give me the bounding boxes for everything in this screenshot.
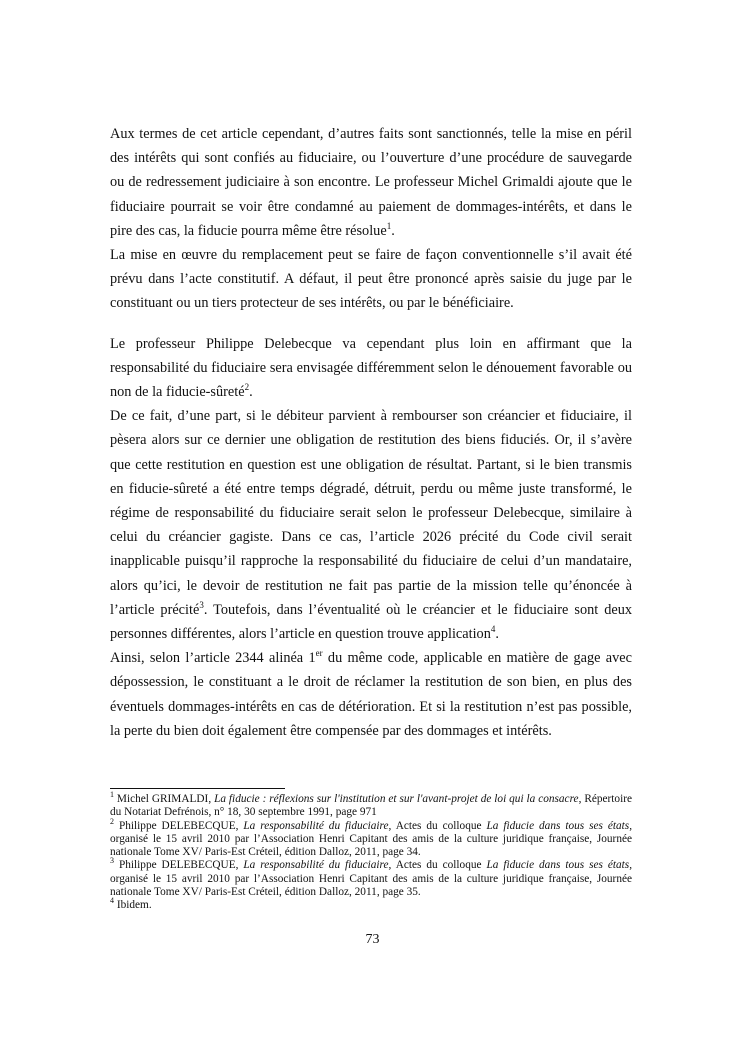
italic-title: La fiducie dans tous ses états, bbox=[486, 819, 633, 832]
text-run: Ainsi, selon l’article 2344 alinéa 1 bbox=[110, 650, 316, 667]
text-run: organisé le 15 avril 2010 par l’Association Henri Capitant des amis de la culture juridique française, Journée nationale Tome XV/ Paris-Est Créteil, édition Dalloz, 2011, page 34. bbox=[110, 832, 632, 859]
text-run: du même code, applicable en matière de gage avec dépossession, le constituant a le droit de réclamer la restitution de son bien, en plus des éventuels dommages-intérêts en cas de détérioration. Et si la restitution n’est pas possible, la perte du bien doit également être compensée par des dommages et intérêts. bbox=[110, 650, 632, 739]
footnote bbox=[110, 816, 633, 860]
text-run: De ce fait, d’une part, si le débiteur parvient à rembourser son créancier et fiduciaire, il pèsera alors sur ce dernier une obligation de restitution des biens fiduciés. Or, il s’avère que cette restitution en question est une obligation de résultat. Partant, si le bien transmis en fiducie-sûreté a été entre temps dégradé, détruit, perdu ou même juste transformé, le régime de responsabilité du fiduciaire serait selon le professeur Delebecque, similaire à celui du créancier gagiste. Dans ce cas, l’article 2026 précité du Code civil serait inapplicable puisqu’il rapproche la responsabilité du fiduciaire de celui d’un mandataire, alors qu’ici, le devoir de restitution ne fait pas partie de la mission telle qu’énoncée à l’article précité bbox=[110, 408, 632, 618]
text-run: Philippe DELEBECQUE, bbox=[114, 819, 244, 832]
footnote bbox=[110, 896, 632, 912]
paragraph bbox=[110, 332, 632, 405]
text-run: . bbox=[495, 626, 499, 643]
text-run: Philippe DELEBECQUE, bbox=[114, 859, 244, 872]
page-number: 73 bbox=[365, 932, 380, 947]
text-run: . Toutefois, dans l’éventualité où le créancier et le fiduciaire sont deux personnes différentes, alors l’article en question trouve application bbox=[110, 601, 632, 643]
text-run: . bbox=[391, 222, 395, 239]
footnote-reference: 2 bbox=[244, 382, 250, 393]
text-run: , Répertoire du Notariat Defrénois, n° 18, 30 septembre 1991, page 971 bbox=[110, 793, 632, 819]
footnote bbox=[110, 856, 633, 899]
text-run: Michel GRIMALDI, bbox=[114, 793, 215, 805]
footnotes bbox=[110, 790, 633, 913]
italic-title: La responsabilité du fiduciaire, bbox=[243, 819, 392, 832]
text-run: Actes du colloque bbox=[391, 859, 487, 872]
text-run: Ibidem. bbox=[114, 899, 152, 912]
text-run: Actes du colloque bbox=[391, 819, 487, 832]
footnote-number: 2 bbox=[110, 816, 114, 826]
italic-title: La fiducie dans tous ses états, bbox=[486, 859, 633, 872]
footnote-reference: 3 bbox=[199, 600, 204, 611]
footnote-number: 1 bbox=[110, 790, 114, 800]
italic-title: La fiducie : réflexions sur l'institution et sur l'avant-projet de loi qui la consacre bbox=[214, 793, 579, 805]
footnote-reference: er bbox=[315, 648, 323, 659]
footnote-reference: 1 bbox=[386, 221, 392, 232]
paragraph bbox=[110, 243, 632, 316]
text-run: Le professeur Philippe Delebecque va cependant plus loin en affirmant que la responsabilité du fiduciaire sera envisagée différemment selon le dénouement favorable ou non de la fiducie-sûreté bbox=[110, 335, 632, 401]
paragraph bbox=[110, 646, 632, 743]
footnote bbox=[110, 790, 632, 820]
italic-title: La responsabilité du fiduciaire, bbox=[243, 859, 392, 872]
text-run: . bbox=[249, 384, 253, 401]
footnote-reference: 4 bbox=[490, 624, 496, 635]
footnote-number: 4 bbox=[110, 896, 114, 906]
text-run: La mise en œuvre du remplacement peut se faire de façon conventionnelle s’il avait été prévu dans l’acte constitutif. A défaut, il peut être prononcé après saisie du juge par le constituant ou un tiers protecteur de ses intérêts, ou par le bénéficiaire. bbox=[110, 247, 632, 312]
text-run: Aux termes de cet article cependant, d’autres faits sont sanctionnés, telle la mise en péril des intérêts qui sont confiés au fiduciaire, ou l’ouverture d’une procédure de sauvegarde ou de redressement judiciaire à son encontre. Le professeur Michel Grimaldi ajoute que le fiduciaire pourrait se voir être condamné au paiement de dommages-intérêts, et dans le pire des cas, la fiducie pourra même être résolue bbox=[110, 126, 632, 239]
body-text bbox=[110, 122, 632, 743]
footnote-number: 3 bbox=[110, 856, 114, 866]
paragraph bbox=[110, 122, 632, 243]
text-run: organisé le 15 avril 2010 par l’Association Henri Capitant des amis de la culture juridique française, Journée nationale Tome XV/ Paris-Est Créteil, édition Dalloz, 2011, page 35. bbox=[110, 872, 632, 899]
paragraph bbox=[110, 404, 632, 646]
footnote-separator bbox=[110, 788, 285, 789]
